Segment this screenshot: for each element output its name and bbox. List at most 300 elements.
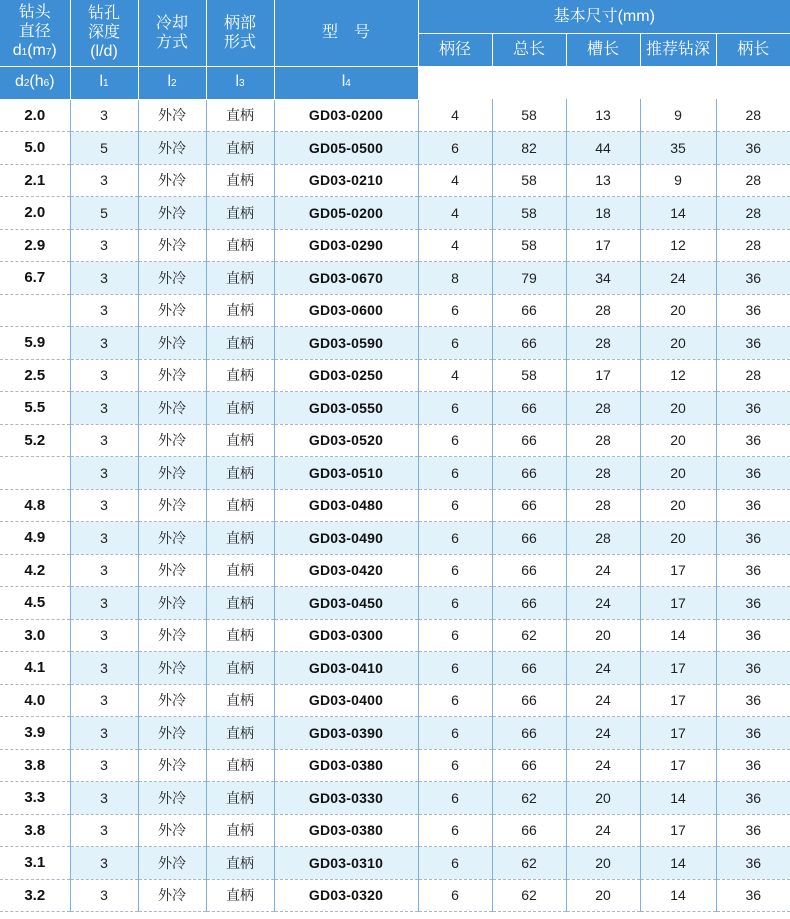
shank-length-cell: 36 (716, 717, 790, 750)
header-model: 型 号 (274, 0, 418, 66)
table-row (0, 489, 790, 522)
drill-depth-cell: 5 (70, 197, 138, 230)
drill-diameter-cell: 4.2 (0, 554, 70, 587)
recommended-depth-cell: 17 (640, 814, 716, 847)
cooling-cell: 外冷 (138, 879, 206, 912)
shank-diameter-cell: 8 (418, 262, 492, 295)
header-l3-symbol (206, 66, 274, 99)
model-cell: GD03-0400 (274, 684, 418, 717)
table-row (0, 359, 790, 392)
recommended-depth-cell: 20 (640, 489, 716, 522)
total-length-cell: 82 (492, 132, 566, 165)
header-shank-line2: 形式 (223, 33, 256, 51)
shank-length-cell: 36 (716, 327, 790, 360)
cooling-cell: 外冷 (138, 522, 206, 555)
shank-type-cell: 直柄 (206, 489, 274, 522)
flute-length-cell: 20 (566, 782, 640, 815)
recommended-depth-cell: 12 (640, 359, 716, 392)
d1-tolerance: (m (27, 42, 46, 60)
header-drill-diameter-line1: 钻头 (18, 4, 51, 22)
shank-diameter-cell: 4 (418, 359, 492, 392)
shank-length-cell: 36 (716, 684, 790, 717)
shank-length-cell: 36 (716, 522, 790, 555)
drill-depth-cell: 3 (70, 262, 138, 295)
header-drill-depth (70, 0, 138, 66)
shank-diameter-cell: 6 (418, 749, 492, 782)
model-cell: GD03-0450 (274, 587, 418, 620)
drill-depth-cell: 3 (70, 749, 138, 782)
d2-tolerance-subscript: 6 (43, 78, 50, 89)
l4-subscript: 4 (345, 78, 351, 89)
drill-depth-cell: 3 (70, 717, 138, 750)
cooling-cell: 外冷 (138, 847, 206, 880)
flute-length-cell: 24 (566, 814, 640, 847)
header-l2-symbol (138, 66, 206, 99)
header-cooling-line2: 方式 (155, 33, 188, 51)
shank-length-cell: 36 (716, 814, 790, 847)
table-row (0, 619, 790, 652)
flute-length-cell: 18 (566, 197, 640, 230)
shank-diameter-cell: 6 (418, 652, 492, 685)
shank-diameter-cell: 4 (418, 164, 492, 197)
shank-length-cell: 36 (716, 294, 790, 327)
header-flute-length: 槽长 (566, 33, 640, 66)
cooling-cell: 外冷 (138, 132, 206, 165)
shank-diameter-cell: 6 (418, 814, 492, 847)
drill-depth-cell: 3 (70, 619, 138, 652)
table-row (0, 749, 790, 782)
shank-type-cell: 直柄 (206, 294, 274, 327)
model-cell: GD05-0500 (274, 132, 418, 165)
shank-type-cell: 直柄 (206, 652, 274, 685)
cooling-cell: 外冷 (138, 262, 206, 295)
model-cell: GD03-0590 (274, 327, 418, 360)
drill-depth-cell: 3 (70, 652, 138, 685)
shank-length-cell: 28 (716, 229, 790, 262)
shank-type-cell: 直柄 (206, 717, 274, 750)
cooling-cell: 外冷 (138, 424, 206, 457)
l4-symbol: l (341, 73, 346, 90)
recommended-depth-cell: 12 (640, 229, 716, 262)
model-cell: GD03-0200 (274, 99, 418, 132)
header-shank-line1: 柄部 (223, 14, 256, 32)
shank-type-cell: 直柄 (206, 814, 274, 847)
header-recommended-depth: 推荐钻深 (640, 33, 716, 66)
shank-type-cell: 直柄 (206, 327, 274, 360)
shank-diameter-cell: 6 (418, 619, 492, 652)
flute-length-cell: 20 (566, 879, 640, 912)
shank-diameter-cell: 6 (418, 294, 492, 327)
drill-diameter-cell: 3.0 (0, 619, 70, 652)
total-length-cell: 79 (492, 262, 566, 295)
total-length-cell: 62 (492, 879, 566, 912)
header-l4-symbol (274, 66, 418, 99)
l1-symbol: l (99, 73, 103, 90)
table-row (0, 782, 790, 815)
drill-depth-cell: 3 (70, 327, 138, 360)
recommended-depth-cell: 20 (640, 294, 716, 327)
shank-type-cell: 直柄 (206, 782, 274, 815)
table-row (0, 392, 790, 425)
d2-subscript: 2 (23, 78, 30, 89)
d1-tolerance-subscript: 7 (45, 47, 52, 59)
table-row (0, 879, 790, 912)
table-row (0, 424, 790, 457)
table-row (0, 327, 790, 360)
total-length-cell: 66 (492, 652, 566, 685)
model-cell: GD03-0390 (274, 717, 418, 750)
cooling-cell: 外冷 (138, 294, 206, 327)
model-cell: GD03-0510 (274, 457, 418, 490)
table-row (0, 164, 790, 197)
d2-close-paren: ) (49, 73, 55, 90)
total-length-cell: 58 (492, 359, 566, 392)
recommended-depth-cell: 17 (640, 684, 716, 717)
table-row (0, 197, 790, 230)
total-length-cell: 66 (492, 684, 566, 717)
cooling-cell: 外冷 (138, 457, 206, 490)
shank-length-cell: 28 (716, 99, 790, 132)
recommended-depth-cell: 35 (640, 132, 716, 165)
drill-diameter-cell: 2.0 (0, 197, 70, 230)
shank-type-cell: 直柄 (206, 619, 274, 652)
shank-length-cell: 36 (716, 554, 790, 587)
recommended-depth-cell: 17 (640, 652, 716, 685)
d2-symbol: d (14, 73, 24, 90)
recommended-depth-cell: 20 (640, 424, 716, 457)
shank-diameter-cell: 6 (418, 522, 492, 555)
shank-diameter-cell: 4 (418, 229, 492, 262)
shank-length-cell: 28 (716, 164, 790, 197)
shank-length-cell: 36 (716, 392, 790, 425)
total-length-cell: 66 (492, 489, 566, 522)
cooling-cell: 外冷 (138, 327, 206, 360)
drill-diameter-cell: 2.0 (0, 99, 70, 132)
drill-depth-cell: 3 (70, 879, 138, 912)
shank-type-cell: 直柄 (206, 424, 274, 457)
drill-depth-cell: 3 (70, 294, 138, 327)
drill-diameter-cell: 4.5 (0, 587, 70, 620)
header-shank-length: 柄长 (716, 33, 790, 66)
header-d2-symbol (0, 66, 70, 99)
shank-diameter-cell: 6 (418, 457, 492, 490)
drill-diameter-cell: 3.1 (0, 847, 70, 880)
header-shank-diameter: 柄径 (418, 33, 492, 66)
drill-depth-cell: 3 (70, 554, 138, 587)
shank-type-cell: 直柄 (206, 229, 274, 262)
drill-depth-cell: 3 (70, 424, 138, 457)
shank-type-cell: 直柄 (206, 684, 274, 717)
header-drill-diameter (0, 0, 70, 66)
cooling-cell: 外冷 (138, 392, 206, 425)
shank-type-cell: 直柄 (206, 749, 274, 782)
flute-length-cell: 20 (566, 847, 640, 880)
shank-length-cell: 36 (716, 879, 790, 912)
flute-length-cell: 17 (566, 359, 640, 392)
header-shank-type (206, 0, 274, 66)
recommended-depth-cell: 14 (640, 847, 716, 880)
drill-depth-cell: 3 (70, 489, 138, 522)
header-cooling-line1: 冷却 (155, 14, 188, 32)
model-cell: GD03-0420 (274, 554, 418, 587)
model-cell: GD03-0490 (274, 522, 418, 555)
flute-length-cell: 24 (566, 684, 640, 717)
drill-depth-cell: 3 (70, 359, 138, 392)
shank-diameter-cell: 6 (418, 554, 492, 587)
total-length-cell: 62 (492, 619, 566, 652)
recommended-depth-cell: 20 (640, 327, 716, 360)
model-cell: GD03-0310 (274, 847, 418, 880)
flute-length-cell: 28 (566, 327, 640, 360)
cooling-cell: 外冷 (138, 782, 206, 815)
cooling-cell: 外冷 (138, 197, 206, 230)
model-cell: GD03-0550 (274, 392, 418, 425)
shank-diameter-cell: 6 (418, 327, 492, 360)
drill-depth-cell: 3 (70, 684, 138, 717)
table-header (0, 0, 790, 99)
shank-type-cell: 直柄 (206, 164, 274, 197)
shank-type-cell: 直柄 (206, 132, 274, 165)
shank-length-cell: 36 (716, 782, 790, 815)
model-cell: GD03-0380 (274, 749, 418, 782)
drill-diameter-cell: 3.2 (0, 879, 70, 912)
shank-length-cell: 28 (716, 359, 790, 392)
model-cell: GD03-0330 (274, 782, 418, 815)
total-length-cell: 66 (492, 457, 566, 490)
l2-symbol: l (167, 73, 171, 90)
shank-diameter-cell: 6 (418, 392, 492, 425)
model-cell: GD03-0320 (274, 879, 418, 912)
recommended-depth-cell: 20 (640, 457, 716, 490)
cooling-cell: 外冷 (138, 359, 206, 392)
cooling-cell: 外冷 (138, 684, 206, 717)
shank-diameter-cell: 6 (418, 847, 492, 880)
recommended-depth-cell: 9 (640, 99, 716, 132)
l2-subscript: 2 (171, 78, 177, 89)
model-cell: GD03-0300 (274, 619, 418, 652)
total-length-cell: 66 (492, 587, 566, 620)
cooling-cell: 外冷 (138, 587, 206, 620)
header-total-length: 总长 (492, 33, 566, 66)
l1-subscript: 1 (103, 78, 109, 89)
flute-length-cell: 28 (566, 392, 640, 425)
drill-diameter-cell (0, 294, 70, 327)
drill-diameter-cell: 5.2 (0, 424, 70, 457)
total-length-cell: 62 (492, 847, 566, 880)
d1-subscript: 1 (21, 47, 28, 59)
drill-diameter-cell: 4.0 (0, 684, 70, 717)
total-length-cell: 66 (492, 327, 566, 360)
total-length-cell: 66 (492, 814, 566, 847)
shank-diameter-cell: 6 (418, 424, 492, 457)
flute-length-cell: 24 (566, 554, 640, 587)
shank-type-cell: 直柄 (206, 262, 274, 295)
recommended-depth-cell: 14 (640, 197, 716, 230)
cooling-cell: 外冷 (138, 99, 206, 132)
shank-diameter-cell: 6 (418, 879, 492, 912)
recommended-depth-cell: 9 (640, 164, 716, 197)
model-cell: GD03-0380 (274, 814, 418, 847)
drill-depth-cell: 3 (70, 99, 138, 132)
shank-length-cell: 36 (716, 424, 790, 457)
total-length-cell: 66 (492, 717, 566, 750)
d2-tolerance: (h (29, 73, 44, 90)
shank-length-cell: 28 (716, 197, 790, 230)
total-length-cell: 66 (492, 554, 566, 587)
header-drill-depth-line2: 深度 (87, 24, 120, 42)
shank-type-cell: 直柄 (206, 847, 274, 880)
drill-diameter-cell: 3.8 (0, 749, 70, 782)
header-drill-diameter-line2: 直径 (18, 23, 51, 41)
model-cell: GD03-0250 (274, 359, 418, 392)
shank-length-cell: 36 (716, 619, 790, 652)
drill-diameter-cell: 6.7 (0, 262, 70, 295)
flute-length-cell: 13 (566, 164, 640, 197)
table-row (0, 684, 790, 717)
cooling-cell: 外冷 (138, 749, 206, 782)
recommended-depth-cell: 24 (640, 262, 716, 295)
drill-diameter-cell: 4.1 (0, 652, 70, 685)
shank-length-cell: 36 (716, 652, 790, 685)
table-row (0, 814, 790, 847)
header-basic-dimensions: 基本尺寸(mm) (418, 0, 790, 33)
drill-depth-cell: 3 (70, 814, 138, 847)
cooling-cell: 外冷 (138, 554, 206, 587)
flute-length-cell: 24 (566, 587, 640, 620)
table-row (0, 522, 790, 555)
shank-type-cell: 直柄 (206, 554, 274, 587)
flute-length-cell: 34 (566, 262, 640, 295)
flute-length-cell: 13 (566, 99, 640, 132)
shank-length-cell: 36 (716, 847, 790, 880)
header-l1-symbol (70, 66, 138, 99)
shank-diameter-cell: 4 (418, 99, 492, 132)
shank-diameter-cell: 6 (418, 782, 492, 815)
drill-diameter-cell (0, 457, 70, 490)
model-cell: GD03-0210 (274, 164, 418, 197)
table-body (0, 99, 790, 912)
total-length-cell: 66 (492, 294, 566, 327)
recommended-depth-cell: 17 (640, 749, 716, 782)
model-cell: GD03-0410 (274, 652, 418, 685)
drill-diameter-cell: 3.9 (0, 717, 70, 750)
header-cooling-method (138, 0, 206, 66)
model-cell: GD03-0520 (274, 424, 418, 457)
flute-length-cell: 28 (566, 424, 640, 457)
shank-diameter-cell: 6 (418, 489, 492, 522)
drill-depth-cell: 3 (70, 164, 138, 197)
table-row (0, 262, 790, 295)
shank-type-cell: 直柄 (206, 197, 274, 230)
recommended-depth-cell: 17 (640, 587, 716, 620)
cooling-cell: 外冷 (138, 164, 206, 197)
drill-depth-cell: 5 (70, 132, 138, 165)
drill-depth-cell: 3 (70, 587, 138, 620)
model-cell: GD03-0480 (274, 489, 418, 522)
total-length-cell: 66 (492, 392, 566, 425)
total-length-cell: 66 (492, 749, 566, 782)
drill-depth-cell: 3 (70, 457, 138, 490)
recommended-depth-cell: 17 (640, 554, 716, 587)
cooling-cell: 外冷 (138, 619, 206, 652)
recommended-depth-cell: 14 (640, 879, 716, 912)
shank-length-cell: 36 (716, 457, 790, 490)
drill-diameter-cell: 5.5 (0, 392, 70, 425)
table-row (0, 99, 790, 132)
shank-length-cell: 36 (716, 262, 790, 295)
flute-length-cell: 28 (566, 489, 640, 522)
drill-diameter-cell: 3.3 (0, 782, 70, 815)
model-cell: GD03-0670 (274, 262, 418, 295)
drill-diameter-cell: 5.9 (0, 327, 70, 360)
recommended-depth-cell: 20 (640, 392, 716, 425)
header-drill-depth-line1: 钻孔 (87, 5, 120, 23)
table-row (0, 457, 790, 490)
header-drill-diameter-symbol (0, 41, 70, 62)
flute-length-cell: 28 (566, 522, 640, 555)
shank-diameter-cell: 6 (418, 717, 492, 750)
recommended-depth-cell: 14 (640, 619, 716, 652)
l3-subscript: 3 (239, 78, 245, 89)
recommended-depth-cell: 17 (640, 717, 716, 750)
model-cell: GD05-0200 (274, 197, 418, 230)
drill-diameter-cell: 3.8 (0, 814, 70, 847)
drill-diameter-cell: 2.5 (0, 359, 70, 392)
flute-length-cell: 44 (566, 132, 640, 165)
shank-length-cell: 36 (716, 489, 790, 522)
drill-depth-cell: 3 (70, 782, 138, 815)
model-cell: GD03-0600 (274, 294, 418, 327)
table-row (0, 847, 790, 880)
shank-diameter-cell: 6 (418, 132, 492, 165)
drill-diameter-cell: 4.8 (0, 489, 70, 522)
flute-length-cell: 24 (566, 717, 640, 750)
shank-length-cell: 36 (716, 132, 790, 165)
model-cell: GD03-0290 (274, 229, 418, 262)
drill-diameter-cell: 2.1 (0, 164, 70, 197)
shank-type-cell: 直柄 (206, 99, 274, 132)
l3-symbol: l (235, 73, 239, 90)
flute-length-cell: 24 (566, 749, 640, 782)
shank-diameter-cell: 4 (418, 197, 492, 230)
total-length-cell: 66 (492, 424, 566, 457)
shank-type-cell: 直柄 (206, 522, 274, 555)
flute-length-cell: 17 (566, 229, 640, 262)
shank-type-cell: 直柄 (206, 587, 274, 620)
shank-type-cell: 直柄 (206, 359, 274, 392)
recommended-depth-cell: 20 (640, 522, 716, 555)
table-row (0, 294, 790, 327)
total-length-cell: 58 (492, 99, 566, 132)
drill-diameter-cell: 2.9 (0, 229, 70, 262)
shank-type-cell: 直柄 (206, 457, 274, 490)
total-length-cell: 66 (492, 522, 566, 555)
shank-diameter-cell: 6 (418, 684, 492, 717)
table-row (0, 717, 790, 750)
table-row (0, 652, 790, 685)
drill-depth-cell: 3 (70, 229, 138, 262)
header-drill-depth-line3: (l/d) (90, 43, 118, 61)
total-length-cell: 58 (492, 164, 566, 197)
shank-type-cell: 直柄 (206, 392, 274, 425)
cooling-cell: 外冷 (138, 229, 206, 262)
cooling-cell: 外冷 (138, 652, 206, 685)
total-length-cell: 58 (492, 197, 566, 230)
d1-close-paren: ) (51, 42, 57, 60)
recommended-depth-cell: 14 (640, 782, 716, 815)
drill-diameter-cell: 4.9 (0, 522, 70, 555)
flute-length-cell: 28 (566, 294, 640, 327)
